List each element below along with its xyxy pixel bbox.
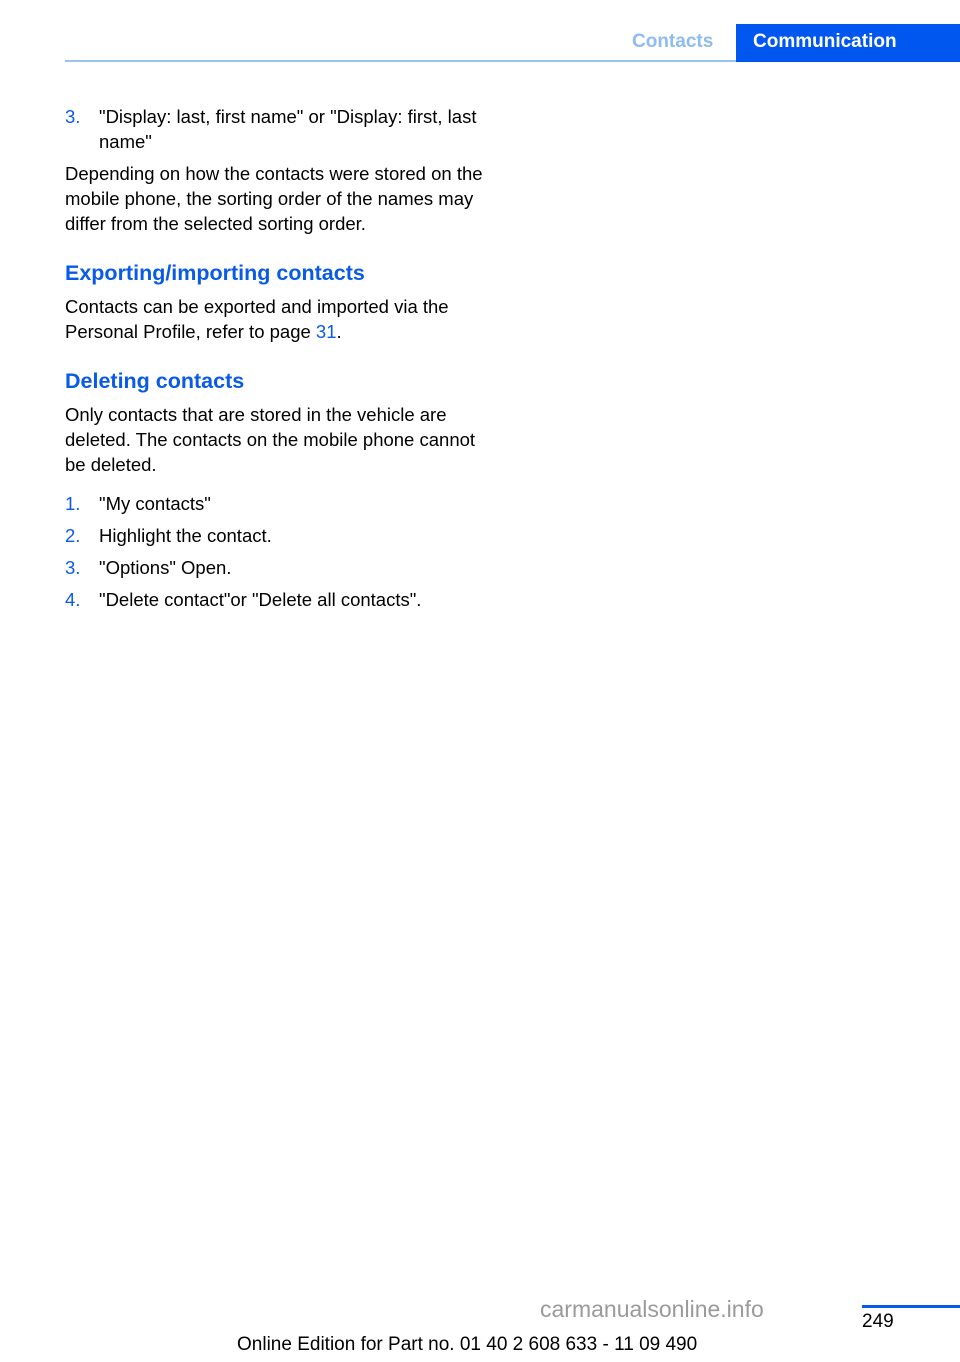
step-text: "Display: last, first name" or "Display: first, last name"	[99, 106, 477, 152]
page-number: 249	[862, 1311, 894, 1332]
watermark: carmanualsonline.info	[540, 1296, 764, 1322]
paragraph-sorting: Depending on how the contacts were stored on the mobile phone, the sorting order of the names may differ from the selected sorting order.	[65, 163, 483, 234]
heading-deleting: Deleting contacts	[65, 369, 245, 393]
header-divider	[65, 60, 736, 62]
paragraph-deleting: Only contacts that are stored in the vehicle are deleted. The contacts on the mobile phone cannot be deleted.	[65, 404, 476, 475]
footer-edition: Online Edition for Part no. 01 40 2 608 633 - 11 09 490	[237, 1334, 698, 1355]
step-text: Highlight the contact.	[99, 525, 272, 546]
step-number: 2.	[65, 525, 81, 546]
header-chapter-communication: Communication	[736, 24, 960, 62]
step-number: 3.	[65, 557, 81, 578]
header-section-contacts: Contacts	[632, 31, 714, 52]
footer-divider	[862, 1305, 960, 1308]
step-number: 3.	[65, 106, 81, 127]
step-number: 1.	[65, 493, 81, 514]
paragraph-export	[65, 294, 485, 344]
paragraph-export-text: Contacts can be exported and imported via the Personal Profile, refer to page	[65, 296, 449, 342]
step-text: "Options" Open.	[99, 557, 232, 578]
step-text: "My contacts"	[99, 493, 211, 514]
page-link[interactable]: 31	[315, 321, 337, 342]
heading-exporting-importing: Exporting/importing contacts	[65, 261, 365, 285]
step-number: 4.	[65, 589, 81, 610]
paragraph-export-end: .	[336, 321, 342, 342]
step-text: "Delete contact"or "Delete all contacts".	[99, 589, 422, 610]
